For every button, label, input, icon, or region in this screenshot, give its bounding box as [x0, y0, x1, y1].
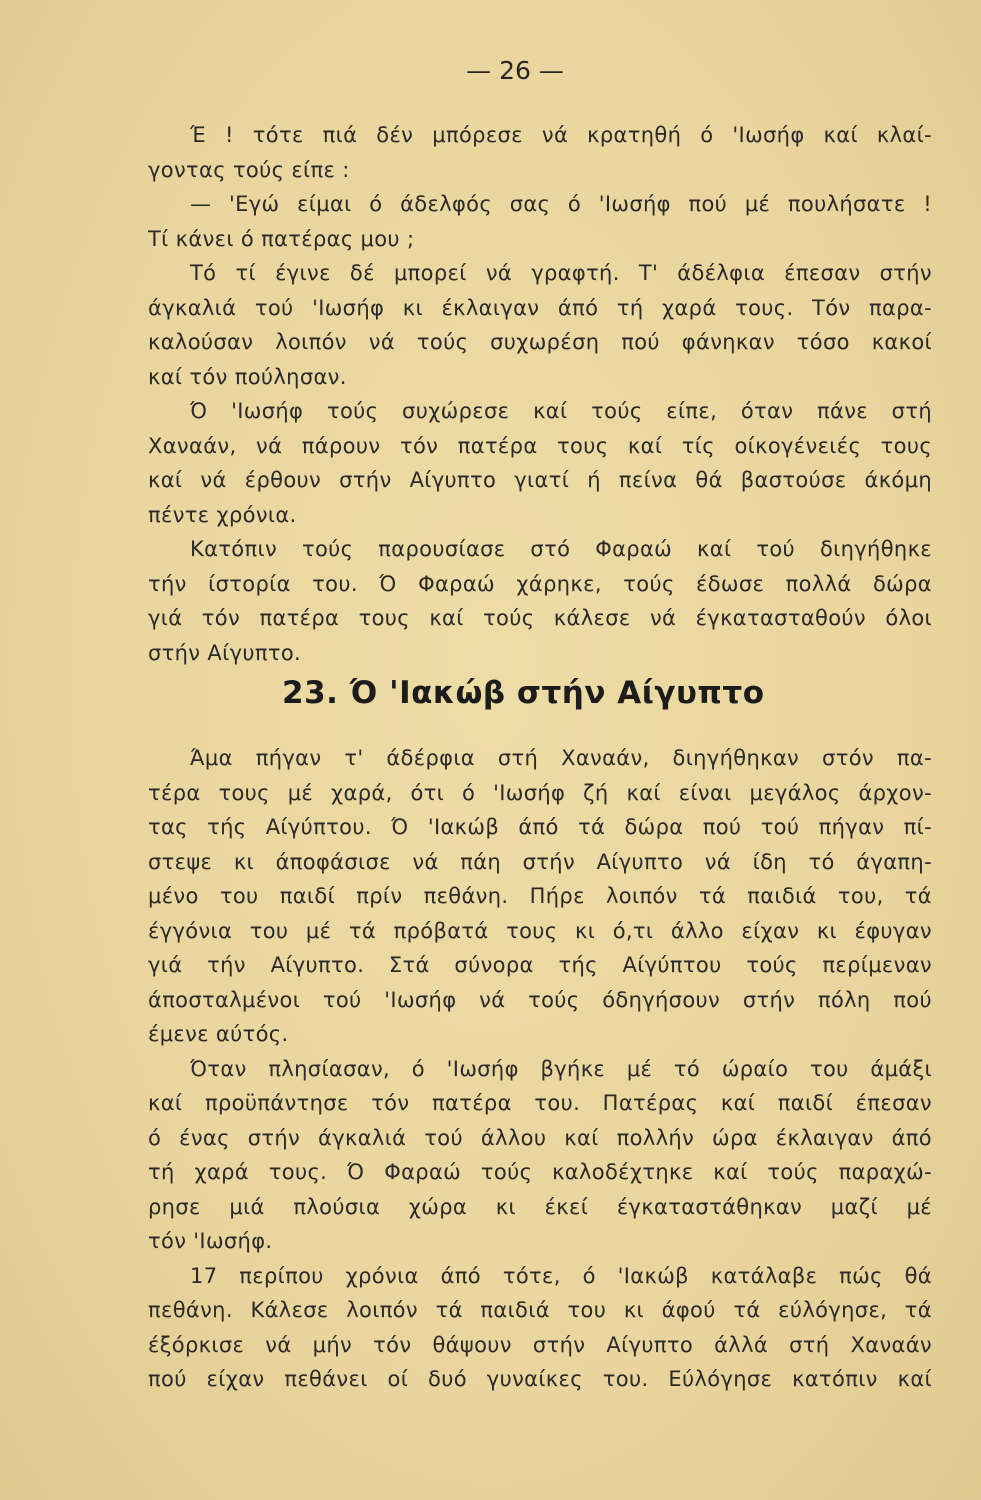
text-line: πεθάνη. Κάλεσε λοιπόν τά παιδιά του κι άφού τά εύλόγησε, τά [148, 1298, 932, 1322]
text-line: ό ένας στήν άγκαλιά τού άλλου καί πολλήν ώρα έκλαιγαν άπό [148, 1125, 932, 1150]
text-line: 17 περίπου χρόνια άπό τότε, ό 'Ιακώβ κατάλαβε πώς θά [190, 1263, 932, 1288]
page-number: — 26 — [466, 56, 564, 85]
text-line: γοντας τούς είπε : [148, 157, 350, 182]
text-line: Χαναάν, νά πάρουν τόν πατέρα τους καί τίς οίκογένειές τους [148, 433, 932, 458]
text-line: άγκαλιά τού 'Ιωσήφ κι έκλαιγαν άπό τή χαρά τους. Τόν παρα- [148, 295, 932, 320]
text-line: έγγόνια του μέ τά πρόβατά τους κι ό,τι άλλο είχαν κι έφυγαν [148, 918, 932, 943]
text-line: Άμα πήγαν τ' άδέρφια στή Χαναάν, διηγήθηκαν στόν πα- [190, 746, 932, 770]
text-line: καλούσαν λοιπόν νά τούς συχωρέση πού φάνηκαν τόσο κακοί [148, 330, 932, 354]
text-line: Ό 'Ιωσήφ τούς συχώρεσε καί τούς είπε, όταν πάνε στή [190, 399, 932, 423]
text-line: Έ ! τότε πιά δέν μπόρεσε νά κρατηθή ό 'Ιωσήφ καί κλαί- [190, 123, 932, 147]
text-line: έξόρκισε νά μήν τόν θάψουν στήν Αίγυπτο άλλά στή Χαναάν [148, 1332, 932, 1357]
text-line: πού είχαν πεθάνει οί δυό γυναίκες του. Εύλόγησε κατόπιν καί [148, 1367, 932, 1391]
text-line: καί τόν πούλησαν. [148, 364, 347, 389]
text-section-2 [148, 741, 932, 1397]
text-line: τήν ίστορία του. Ό Φαραώ χάρηκε, τούς έδωσε πολλά δώρα [148, 571, 932, 596]
text-line: τας τής Αίγύπτου. Ό 'Ιακώβ άπό τά δώρα πού τού πήγαν πί- [148, 815, 932, 839]
text-line: στήν Αίγυπτο. [148, 640, 302, 665]
text-line: καί προϋπάντησε τόν πατέρα του. Πατέρας καί παιδί έπεσαν [148, 1091, 932, 1115]
text-line: — 'Εγώ είμαι ό άδελφός σας ό 'Ιωσήφ πού μέ πουλήσατε ! [190, 192, 932, 216]
text-section-1 [148, 118, 932, 670]
text-line: στεψε κι άποφάσισε νά πάη στήν Αίγυπτο νά ίδη τό άγαπη- [148, 849, 932, 874]
text-line: Όταν πλησίασαν, ό 'Ιωσήφ βγήκε μέ τό ώραίο του άμάξι [190, 1056, 932, 1081]
text-line: γιά τόν πατέρα τους καί τούς κάλεσε νά έγκατασταθούν όλοι [148, 606, 932, 630]
text-line: έμενε αύτός. [148, 1022, 289, 1046]
text-line: καί νά έρθουν στήν Αίγυπτο γιατί ή πείνα θά βαστούσε άκόμη [148, 468, 932, 492]
chapter-title: 23. Ό 'Ιακώβ στήν Αίγυπτο [282, 675, 765, 711]
text-line: ρησε μιά πλούσια χώρα κι έκεί έγκαταστάθηκαν μαζί μέ [148, 1194, 932, 1219]
text-line: τέρα τους μέ χαρά, ότι ό 'Ιωσήφ ζή καί είναι μεγάλος άρχον- [148, 780, 932, 805]
text-line: μένο του παιδί πρίν πεθάνη. Πήρε λοιπόν τά παιδιά του, τά [148, 884, 932, 908]
text-line: Τό τί έγινε δέ μπορεί νά γραφτή. Τ' άδέλφια έπεσαν στήν [190, 261, 932, 285]
text-line: γιά τήν Αίγυπτο. Στά σύνορα τής Αίγύπτου τούς περίμεναν [148, 953, 932, 977]
text-line: άποσταλμένοι τού 'Ιωσήφ νά τούς όδηγήσουν στήν πόλη πού [148, 987, 932, 1012]
text-line: Τί κάνει ό πατέρας μου ; [148, 226, 415, 251]
text-line: τή χαρά τους. Ό Φαραώ τούς καλοδέχτηκε καί τούς παραχώ- [148, 1160, 932, 1184]
text-line: Κατόπιν τούς παρουσίασε στό Φαραώ καί τού διηγήθηκε [190, 537, 932, 561]
text-line: πέντε χρόνια. [148, 502, 297, 527]
text-line: τόν 'Ιωσήφ. [148, 1229, 273, 1253]
